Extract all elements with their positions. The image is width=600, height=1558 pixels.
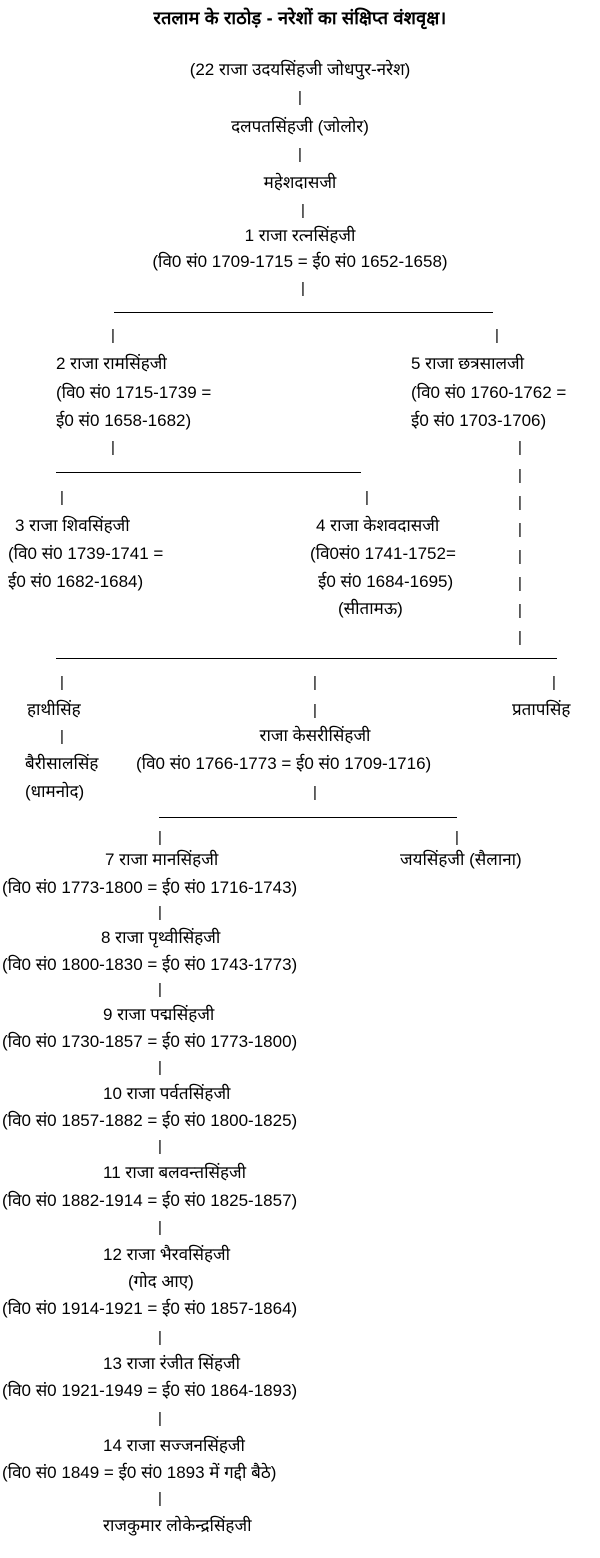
connector-line: | — [298, 89, 302, 106]
node-chhatrasal-name: 5 राजा छत्रसालजी — [411, 354, 525, 373]
branch-line-4 — [159, 817, 457, 818]
node-ratansingh-name: 1 राजा रत्नसिंहजी — [244, 226, 356, 245]
connector-line: | — [313, 702, 317, 719]
connector-line: | — [158, 1490, 162, 1507]
connector-line: | — [313, 784, 317, 801]
node-mansingh-dates: (वि0 सं0 1773-1800 = ई0 सं0 1716-1743) — [2, 878, 298, 897]
connector-line: | — [301, 280, 305, 297]
node-keshavdas-dates2: ई0 सं0 1684-1695) — [318, 572, 454, 591]
connector-line: | — [495, 327, 499, 344]
node-balwantsingh-name: 11 राजा बलवन्तसिंहजी — [103, 1163, 247, 1182]
node-kesarisingh-name: राजा केसरीसिंहजी — [259, 726, 371, 745]
connector-line: | — [111, 439, 115, 456]
node-bhairavsingh-dates: (वि0 सं0 1914-1921 = ई0 सं0 1857-1864) — [2, 1299, 298, 1318]
node-ratansingh-dates: (वि0 सं0 1709-1715 = ई0 सं0 1652-1658) — [152, 252, 448, 271]
node-padamsingh-dates: (वि0 सं0 1730-1857 = ई0 सं0 1773-1800) — [2, 1032, 298, 1051]
node-mansingh-name: 7 राजा मानसिंहजी — [105, 850, 219, 869]
node-sajjansingh-name: 14 राजा सज्जनसिंहजी — [103, 1436, 245, 1455]
node-keshavdas-note: (सीतामऊ) — [338, 599, 403, 618]
node-prithvisingh-dates: (वि0 सं0 1800-1830 = ई0 सं0 1743-1773) — [2, 955, 298, 974]
connector-line: | — [518, 548, 522, 565]
connector-line: | — [552, 674, 556, 691]
node-keshavdas-dates1: (वि0सं0 1741-1752= — [310, 544, 456, 563]
node-parvatsingh-dates: (वि0 सं0 1857-1882 = ई0 सं0 1800-1825) — [2, 1111, 298, 1130]
node-parvatsingh-name: 10 राजा पर्वतसिंहजी — [103, 1084, 231, 1103]
node-ramsingh-name: 2 राजा रामसिंहजी — [56, 354, 167, 373]
connector-line: | — [60, 489, 64, 506]
node-sajjansingh-dates: (वि0 सं0 1849 = ई0 सं0 1893 में गद्दी बैठे) — [2, 1463, 277, 1482]
connector-line: | — [301, 202, 305, 219]
node-jaisingh: जयसिंहजी (सैलाना) — [400, 850, 522, 869]
node-balwantsingh-dates: (वि0 सं0 1882-1914 = ई0 सं0 1825-1857) — [2, 1191, 298, 1210]
node-chhatrasal-dates2: ई0 सं0 1703-1706) — [411, 411, 547, 430]
connector-line: | — [518, 494, 522, 511]
node-kesarisingh-dates: (वि0 सं0 1766-1773 = ई0 सं0 1709-1716) — [136, 754, 432, 773]
connector-line: | — [158, 1219, 162, 1236]
connector-line: | — [60, 674, 64, 691]
branch-line-3 — [56, 658, 557, 659]
node-bairisalsingh-note: (धामनोद) — [25, 782, 85, 801]
connector-line: | — [158, 1329, 162, 1346]
node-ramsingh-dates2: ई0 सं0 1658-1682) — [56, 411, 192, 430]
connector-line: | — [518, 629, 522, 646]
connector-line: | — [518, 602, 522, 619]
node-ranjitsingh-dates: (वि0 सं0 1921-1949 = ई0 सं0 1864-1893) — [2, 1381, 298, 1400]
page-title: रतलाम के राठोड़ - नरेशों का संक्षिप्त वंशवृक्ष। — [153, 8, 447, 28]
node-dalpatsingh: दलपतसिंहजी (जोलोर) — [231, 117, 369, 136]
branch-line-2 — [56, 472, 361, 473]
connector-line: | — [455, 829, 459, 846]
node-keshavdas-name: 4 राजा केशवदासजी — [316, 516, 440, 535]
connector-line: | — [60, 728, 64, 745]
node-lokendrasingh: राजकुमार लोकेन्द्रसिंहजी — [103, 1516, 252, 1535]
connector-line: | — [518, 575, 522, 592]
node-maheshdas: महेशदासजी — [263, 173, 337, 192]
node-ramsingh-dates1: (वि0 सं0 1715-1739 = — [56, 383, 212, 402]
node-bairisalsingh-name: बैरीसालसिंह — [25, 754, 99, 773]
connector-line: | — [158, 1410, 162, 1427]
node-shivsingh-name: 3 राजा शिवसिंहजी — [15, 516, 130, 535]
connector-line: | — [313, 674, 317, 691]
connector-line: | — [518, 521, 522, 538]
node-shivsingh-dates1: (वि0 सं0 1739-1741 = — [8, 544, 164, 563]
connector-line: | — [158, 981, 162, 998]
node-bhairavsingh-name: 12 राजा भैरवसिंहजी — [103, 1245, 231, 1264]
connector-line: | — [298, 146, 302, 163]
node-udaysingh: (22 राजा उदयसिंहजी जोधपुर-नरेश) — [189, 60, 411, 79]
connector-line: | — [111, 327, 115, 344]
connector-line: | — [158, 904, 162, 921]
connector-line: | — [518, 439, 522, 456]
node-chhatrasal-dates1: (वि0 सं0 1760-1762 = — [411, 383, 567, 402]
node-prithvisingh-name: 8 राजा पृथ्वीसिंहजी — [101, 928, 221, 947]
connector-line: | — [158, 1059, 162, 1076]
connector-line: | — [158, 829, 162, 846]
connector-line: | — [518, 467, 522, 484]
node-pratapsingh: प्रतापसिंह — [512, 700, 571, 719]
node-ranjitsingh-name: 13 राजा रंजीत सिंहजी — [103, 1354, 241, 1373]
branch-line-1 — [114, 312, 493, 313]
connector-line: | — [365, 489, 369, 506]
node-padamsingh-name: 9 राजा पद्मसिंहजी — [103, 1005, 215, 1024]
node-hathisingh: हाथीसिंह — [27, 700, 81, 719]
node-bhairavsingh-note: (गोद आए) — [128, 1272, 194, 1291]
connector-line: | — [158, 1138, 162, 1155]
node-shivsingh-dates2: ई0 सं0 1682-1684) — [8, 572, 144, 591]
